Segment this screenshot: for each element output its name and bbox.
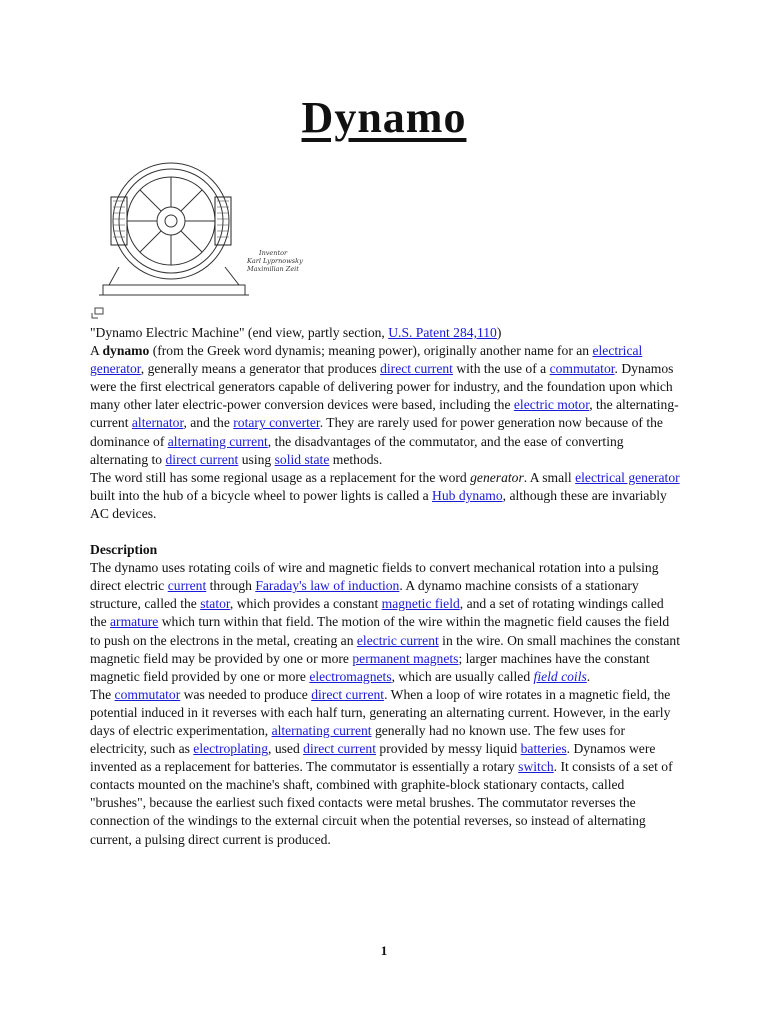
intro-paragraph: A dynamo (from the Greek word dynamis; meaning power), originally another name for an electrical generator, generally means a generator that produces direct current with the use of a commutator. Dynamos were the first electrical generators capable of delivering power for industry, and the foundation upon which many other later electric-power conversion devices were based, including the electric motor, the alternating-current alternator, and the rotary converter. They are rarely used for power generation now because of the dominance of alternating current, the disadvantages of the commutator, and the ease of converting alternating to direct current using solid state methods.	[90, 343, 679, 467]
link-direct-current-4[interactable]: direct current	[303, 741, 376, 757]
link-direct-current-3[interactable]: direct current	[311, 686, 385, 702]
link-magnetic-field[interactable]: magnetic field	[381, 596, 460, 612]
link-us-patent[interactable]: U.S. Patent 284,110	[388, 325, 497, 340]
usage-paragraph: The word still has some regional usage as a replacement for the word generator. A small electrical generator built into the hub of a bicycle wheel to power lights is called a Hub dynamo, although these are invariably AC devices.	[90, 469, 680, 521]
link-electroplating[interactable]: electroplating	[193, 741, 269, 757]
inscription-line-1: Inventor	[259, 249, 288, 257]
link-electrical-generator[interactable]: electrical generator	[90, 343, 643, 377]
link-electrical-generator-2[interactable]: electrical generator	[575, 469, 680, 485]
link-armature[interactable]: armature	[110, 614, 159, 630]
link-electromagnets[interactable]: electromagnets	[309, 668, 392, 684]
link-alternating-current[interactable]: alternating current	[167, 433, 268, 449]
link-rotary-converter[interactable]: rotary converter	[233, 415, 320, 431]
link-electric-motor[interactable]: electric motor	[513, 397, 590, 413]
link-alternating-current-2[interactable]: alternating current	[271, 722, 372, 738]
link-commutator-2[interactable]: commutator	[114, 686, 181, 702]
inscription-line-2: Karl Lyprnowsky	[247, 257, 303, 265]
link-switch[interactable]: switch	[518, 759, 554, 775]
article-body	[90, 324, 680, 849]
link-current[interactable]: current	[167, 578, 207, 594]
link-alternator[interactable]: alternator	[131, 415, 184, 431]
dynamo-patent-drawing	[89, 155, 319, 305]
link-commutator[interactable]: commutator	[549, 361, 615, 377]
link-faradays-law[interactable]: Faraday's law of induction	[255, 578, 400, 594]
link-permanent-magnets[interactable]: permanent magnets	[352, 650, 459, 666]
link-hub-dynamo[interactable]: Hub dynamo	[432, 487, 503, 503]
description-paragraph-2: The commutator was needed to produce direct current. When a loop of wire rotates in a magnetic field, the potential induced in it reverses with each half turn, generating an alternating current. However, in the early days of electric experimentation, alternating current generally had no known use. The few uses for electricity, such as electroplating, used direct current provided by messy liquid batteries. Dynamos were invented as a replacement for batteries. The commutator is essentially a rotary switch. It consists of a set of contacts mounted on the machine's shaft, combined with graphite-block stationary contacts, called "brushes", because the earliest such fixed contacts were metal brushes. The commutator reverses the connection of the windings to the external circuit when the potential reverses, so instead of alternating current, a pulsing direct current is produced.	[90, 686, 673, 847]
inscription-line-3: Maximilian Zeit	[247, 265, 299, 273]
link-electric-current[interactable]: electric current	[356, 632, 439, 648]
link-direct-current-2[interactable]: direct current	[165, 451, 239, 467]
image-anchor-icon[interactable]	[91, 307, 105, 319]
link-direct-current[interactable]: direct current	[380, 361, 453, 377]
section-heading-description: Description	[90, 542, 158, 558]
link-solid-state[interactable]: solid state	[274, 451, 330, 467]
link-stator[interactable]: stator	[200, 596, 230, 612]
page-title: Dynamo	[301, 93, 467, 142]
link-field-coils[interactable]: field coils	[533, 668, 587, 684]
description-paragraph-1: The dynamo uses rotating coils of wire and magnetic fields to convert mechanical rotation into a pulsing direct electric current through Faraday's law of induction. A dynamo machine consists of a stationary structure, called the stator, which provides a constant magnetic field, and a set of rotating windings called the armature which turn within that field. The motion of the wire within the magnetic field causes the field to push on the electrons in the metal, creating an electric current in the wire. On small machines the constant magnetic field may be provided by one or more permanent magnets; larger machines have the constant magnetic field provided by one or more electromagnets, which are usually called field coils.	[90, 560, 681, 684]
link-batteries[interactable]: batteries	[520, 741, 567, 757]
page-number: 1	[380, 943, 388, 958]
figure-caption: "Dynamo Electric Machine" (end view, partly section, U.S. Patent 284,110)	[90, 325, 502, 340]
